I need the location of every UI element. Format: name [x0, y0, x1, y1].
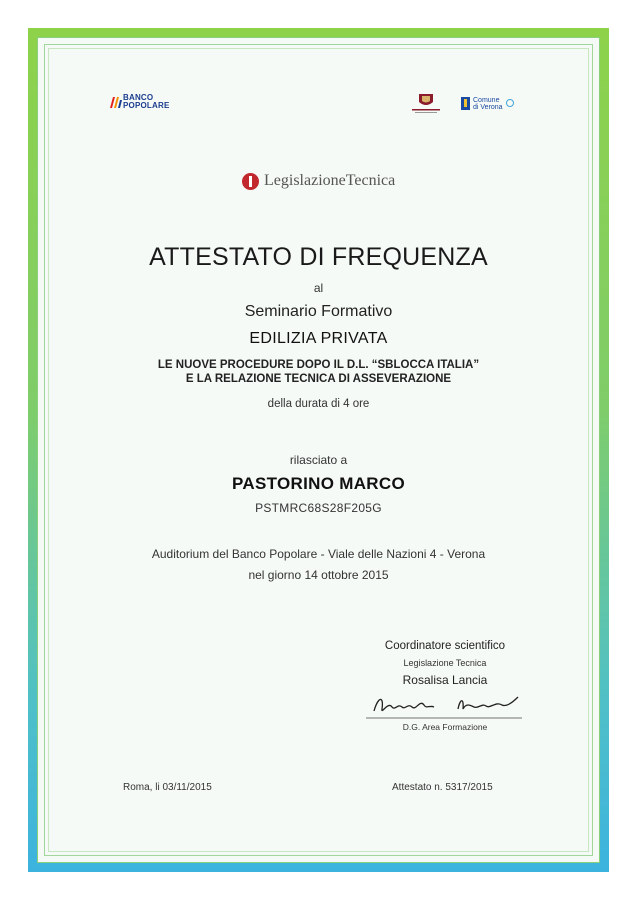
- certificate-frame: [28, 28, 609, 872]
- banco-popolare-wordmark: BANCO POPOLARE: [123, 93, 170, 110]
- legislazione-tecnica-wordmark: LegislazioneTecnica: [264, 172, 396, 189]
- banco-popolare-logo: [108, 92, 178, 114]
- crest-logo: [409, 92, 443, 116]
- certificate-number: Attestato n. 5317/2015: [392, 782, 493, 793]
- issue-place-date: Roma, li 03/11/2015: [123, 782, 212, 793]
- signature-image: [362, 691, 526, 721]
- recipient-name: PASTORINO MARCO: [232, 474, 405, 493]
- banco-popolare-mark-icon: [108, 94, 122, 110]
- seminar-subtitle-line2: E LA RELAZIONE TECNICA DI ASSEVERAZIONE: [185, 373, 452, 385]
- comune-di-verona-logo: [461, 97, 521, 115]
- coordinator-role: Coordinatore scientifico: [384, 640, 506, 652]
- verona-circle-icon: [506, 99, 514, 107]
- coordinator-organization: Legislazione Tecnica: [403, 658, 487, 668]
- verona-flag-icon: [461, 97, 470, 110]
- legislazione-tecnica-logo: [230, 172, 410, 194]
- coordinator-department: D.G. Area Formazione: [402, 722, 488, 732]
- event-date: nel giorno 14 ottobre 2015: [248, 568, 389, 582]
- coordinator-name: Rosalisa Lancia: [402, 673, 488, 687]
- seminar-duration: della durata di 4 ore: [267, 398, 370, 410]
- comune-di-verona-wordmark: Comune di Verona: [473, 97, 503, 111]
- seminar-type: Seminario Formativo: [244, 303, 393, 320]
- al-label: al: [313, 281, 324, 295]
- certificate-title: ATTESTATO DI FREQUENZA: [149, 243, 488, 271]
- seminar-title: EDILIZIA PRIVATA: [249, 330, 388, 347]
- certificate-paper: [37, 37, 600, 863]
- legislazione-tecnica-mark-icon: [242, 173, 259, 190]
- crest-icon: [409, 92, 443, 116]
- fiscal-code: PSTMRC68S28F205G: [255, 501, 382, 515]
- event-location: Auditorium del Banco Popolare - Viale delle Nazioni 4 - Verona: [151, 547, 486, 561]
- seminar-subtitle-line1: LE NUOVE PROCEDURE DOPO IL D.L. “SBLOCCA ITALIA”: [157, 359, 480, 371]
- issued-to-label: rilasciato a: [289, 453, 348, 467]
